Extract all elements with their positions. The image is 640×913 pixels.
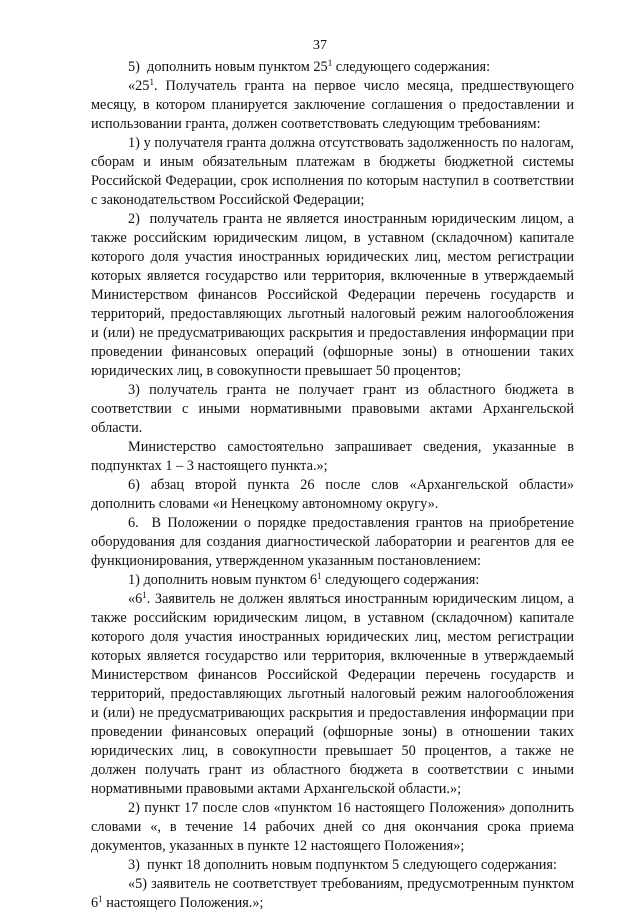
paragraph-sub-1: 1) дополнить новым пунктом $6^1$ следующего содержания:	[128, 571, 480, 588]
paragraph-ministry-request: Министерство самостоятельно запрашивает сведения, указанные в подпунктах 1 – 3 настоящего пункта.»;	[91, 439, 574, 474]
paragraph-requirement-1: 1) у получателя гранта должна отсутствовать задолженность по налогам, сборам и иным обязательным платежам в бюджеты бюджетной системы Российской Федерации, срок исполнения по которым наступил в соответствии с законодательством Российской Федерации;	[91, 135, 574, 208]
page-number: 37	[313, 38, 327, 53]
paragraph-sub-2: 2) пункт 17 после слов «пунктом 16 настоящего Положения» дополнить словами «, в течение 14 рабочих дней со дня окончания срока приема документов, указанных в пункте 12 настоящего Положения»;	[91, 800, 574, 854]
paragraph-point-6-1: «$6^1$. Заявитель не должен являться иностранным юридическим лицом, а также российским юридическим лицом, в уставном (складочном) капитале которого доля участия иностранных юридических лиц, местом регистрации которых является государство или территория, включенные в утверждаемый Министерством финансов Российской Федерации перечень государств и территорий, предоставляющих льготный налоговый режим налогообложения и (или) не предусматривающих раскрытия и предоставления информации при проведении финансовых операций (офшорные зоны) в отношении таких юридических лиц, в совокупности превышает 50 процентов, а также не должен получать грант из областного бюджета в соответствии с иными нормативными правовыми актами Архангельской области.»;	[91, 590, 574, 797]
paragraph-requirement-3: 3) получатель гранта не получает грант из областного бюджета в соответствии с иными нормативными правовыми актами Архангельской области.	[91, 382, 574, 436]
paragraph-sub-3: 3) пункт 18 дополнить новым подпунктом 5 следующего содержания:	[128, 857, 557, 873]
paragraph-subpoint-5: «5) заявитель не соответствует требованиям, предусмотренным пунктом $6^1$ настоящего Положения.»;	[91, 876, 574, 911]
paragraph-point-25-1: «$25^1$. Получатель гранта на первое число месяца, предшествующего месяцу, в котором планируется заключение соглашения о предоставлении и использовании гранта, должен соответствовать следующим требованиям:	[91, 77, 574, 132]
paragraph-section-6: 6. В Положении о порядке предоставления грантов на приобретение оборудования для создания диагностической лаборатории и реагентов для ее функционирования, утвержденном указанным постановлением:	[91, 515, 574, 569]
document-body	[91, 58, 574, 913]
paragraph-item-6: 6) абзац второй пункта 26 после слов «Архангельской области» дополнить словами «и Ненецкому автономному округу».	[91, 477, 574, 512]
paragraph-item-5: 5) дополнить новым пунктом $25^1$ следующего содержания:	[128, 58, 491, 75]
paragraph-requirement-2: 2) получатель гранта не является иностранным юридическим лицом, а также российским юридическим лицом, в уставном (складочном) капитале которого доля участия иностранных юридических лиц, местом регистрации которых является государство или территория, включенные в утверждаемый Министерством финансов Российской Федерации перечень государств и территорий, предоставляющих льготный налоговый режим налогообложения и (или) не предусматривающих раскрытия и предоставления информации при проведении финансовых операций (офшорные зоны) в отношении таких юридических лиц, в совокупности превышает 50 процентов;	[91, 211, 574, 379]
